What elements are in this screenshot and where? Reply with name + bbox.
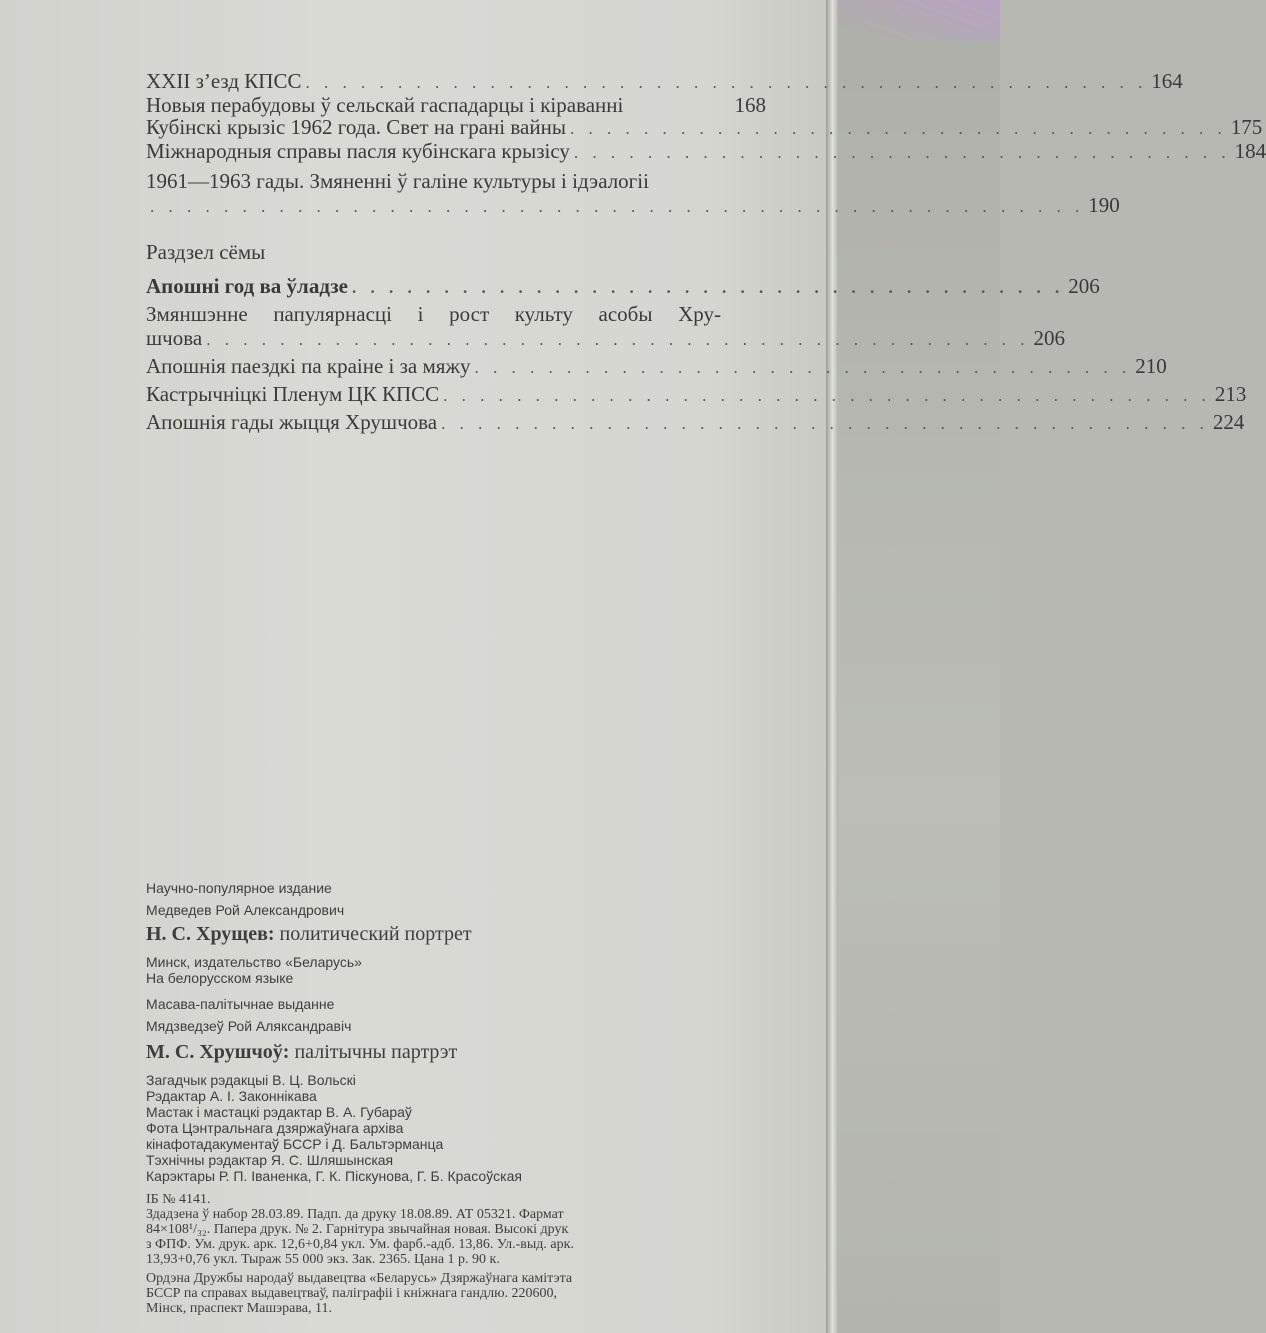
toc-entry-title: Змяншэнне папулярнасці і рост культу асобы Хру- [146,302,721,326]
toc-entry-title: Апошнія гады жыцця Хрушчова [146,410,438,434]
toc-leader-dots: . . . . . . . . . . . . . . . . . . . . . . . . . . . . . . . . . . . . [474,358,1132,377]
toc-entry [146,94,766,116]
toc-entry-title-cont: шчова [146,326,203,350]
colophon [146,880,786,1316]
toc-entry-page: 206 [1068,274,1100,298]
credit-line: Мастак і мастацкі рэдактар В. А. Губараў [146,1104,412,1120]
imprint-line: Здадзена ў набор 28.03.89. Падп. да друку 18.08.89. АТ 05321. Фармат [146,1207,564,1222]
toc-entry-title: Апошні год ва ўладзе [146,274,348,298]
toc-entry [146,115,1263,140]
toc-entry-page: 175 [1230,115,1263,139]
toc-leader-dots: . . . . . . . . . . . . . . . . . . . . . . . . . . . . . . . . . . . . [569,119,1227,138]
credit-line: Фота Цэнтральнага дзяржаўнага архіва [146,1120,404,1136]
toc-leader-dots: . . . . . . . . . . . . . . . . . . . . . . . . . . . . . . . . . . . . [573,143,1231,162]
toc-entry-page: 164 [1151,69,1183,93]
toc-entry [146,410,1245,435]
toc-entry-title: XXII з’езд КПСС [146,69,302,93]
imprint-line: БССР па справах выдавецтваў, паліграфіі і кніжнага гандлю. 220600, [146,1286,558,1301]
toc-entry-title: 1961—1963 гады. Змяненні ў галіне культуры і ідэалогіі [146,169,649,193]
credit-line: Загадчык рэдакцыі В. Ц. Вольскі [146,1072,356,1088]
toc-entry-page: 224 [1212,410,1245,434]
toc-leader-dots: . . . . . . . . . . . . . . . . . . . . . . . . . . . . . . . . . . . . . . . . . . [443,386,1211,405]
toc-leader-dots: . . . . . . . . . . . . . . . . . . . . . . . . . . . . . . . . . . . . . . . . . . . . . . [305,73,1148,92]
ru-title-rest: политический портрет [274,923,472,945]
credit-line: Рэдактар А. І. Законнікава [146,1088,317,1104]
imprint-line: ІБ № 4141. [146,1192,211,1207]
credit-line: кінафотадакументаў БССР і Д. Бальтэрманца [146,1136,444,1152]
section-label: Раздзел сёмы [146,240,266,264]
toc-entry-page: 190 [1088,193,1120,217]
toc-entry [146,69,1183,94]
toc-entry-title: Кастрычніцкі Пленум ЦК КПСС [146,382,440,406]
imprint-line: з ФПФ. Ум. друк. арк. 12,6+0,84 укл. Ум. фарб.-адб. 13,86. Ул.-выд. арк. [146,1237,574,1252]
credits-block [146,1072,786,1184]
toc-section-heading [146,274,1100,299]
ru-book-title [146,922,786,946]
toc-entry-page: 206 [1033,326,1065,350]
toc-entry [146,354,1167,379]
ru-edition-type: Научно-популярное издание [146,880,332,896]
ru-publisher: Минск, издательство «Беларусь» [146,954,362,970]
toc-entry-title: Кубінскі крызіс 1962 года. Свет на грані вайны [146,115,566,139]
by-title-name: М. С. Хрушчоў: [146,1041,290,1063]
toc-entry-page: 210 [1135,354,1167,378]
imprint-line: 84×108¹/₃₂. Папера друк. № 2. Гарнітура звычайная новая. Высокі друк [146,1222,569,1237]
by-title-rest: палітычны партрэт [289,1041,458,1063]
imprint-line: Мінск, праспект Машэрава, 11. [146,1301,332,1316]
toc-leader-dots: . . . . . . . . . . . . . . . . . . . . . . . . . . . . . . . . . . . . . . . [351,278,1065,297]
imprint-line: 13,93+0,76 укл. Тыраж 55 000 экз. Зак. 2365. Цана 1 р. 90 к. [146,1252,500,1267]
toc-entry-page: 213 [1214,382,1247,406]
ru-title-name: Н. С. Хрущев: [146,923,275,945]
by-edition-type: Масава-палітычнае выданне [146,996,335,1012]
by-book-title [146,1040,786,1064]
toc-entry-page: 168 [734,93,766,117]
credit-line: Карэктары Р. П. Іваненка, Г. К. Піскунова, Г. Б. Красоўская [146,1168,522,1184]
imprint-line: Ордэна Дружбы народаў выдавецтва «Беларусь» Дзяржаўнага камітэта [146,1271,573,1286]
background-corner [820,0,1000,40]
imprint-block [146,1192,786,1316]
ru-author: Медведев Рой Александрович [146,902,345,918]
toc-entry-wrapped [146,302,1065,351]
toc-leader-dots: . . . . . . . . . . . . . . . . . . . . . . . . . . . . . . . . . . . . . . . . . . . . . . . . . . . [150,197,1085,216]
ru-language: На белорусском языке [146,970,294,986]
by-author: Мядзведзеў Рой Аляксандравіч [146,1018,352,1034]
toc-entry-title: Новыя перабудовы ў сельскай гаспадарцы і кіраванні [146,93,624,117]
toc-entry-page: 184 [1234,139,1266,163]
table-of-contents [146,69,1266,435]
toc-leader-dots: . . . . . . . . . . . . . . . . . . . . . . . . . . . . . . . . . . . . . . . . . . . . . [206,330,1030,349]
toc-entry-wrapped [146,169,1120,218]
toc-entry-title: Апошнія паездкі па краіне і за мяжу [146,354,471,378]
toc-entry [146,382,1247,407]
toc-leader-dots: . . . . . . . . . . . . . . . . . . . . . . . . . . . . . . . . . . . . . . . . . . [441,414,1209,433]
toc-entry [146,139,1266,164]
toc-entry-title: Міжнародныя справы пасля кубінскага крызісу [146,139,570,163]
credit-line: Тэхнічны рэдактар Я. С. Шляшынская [146,1152,394,1168]
